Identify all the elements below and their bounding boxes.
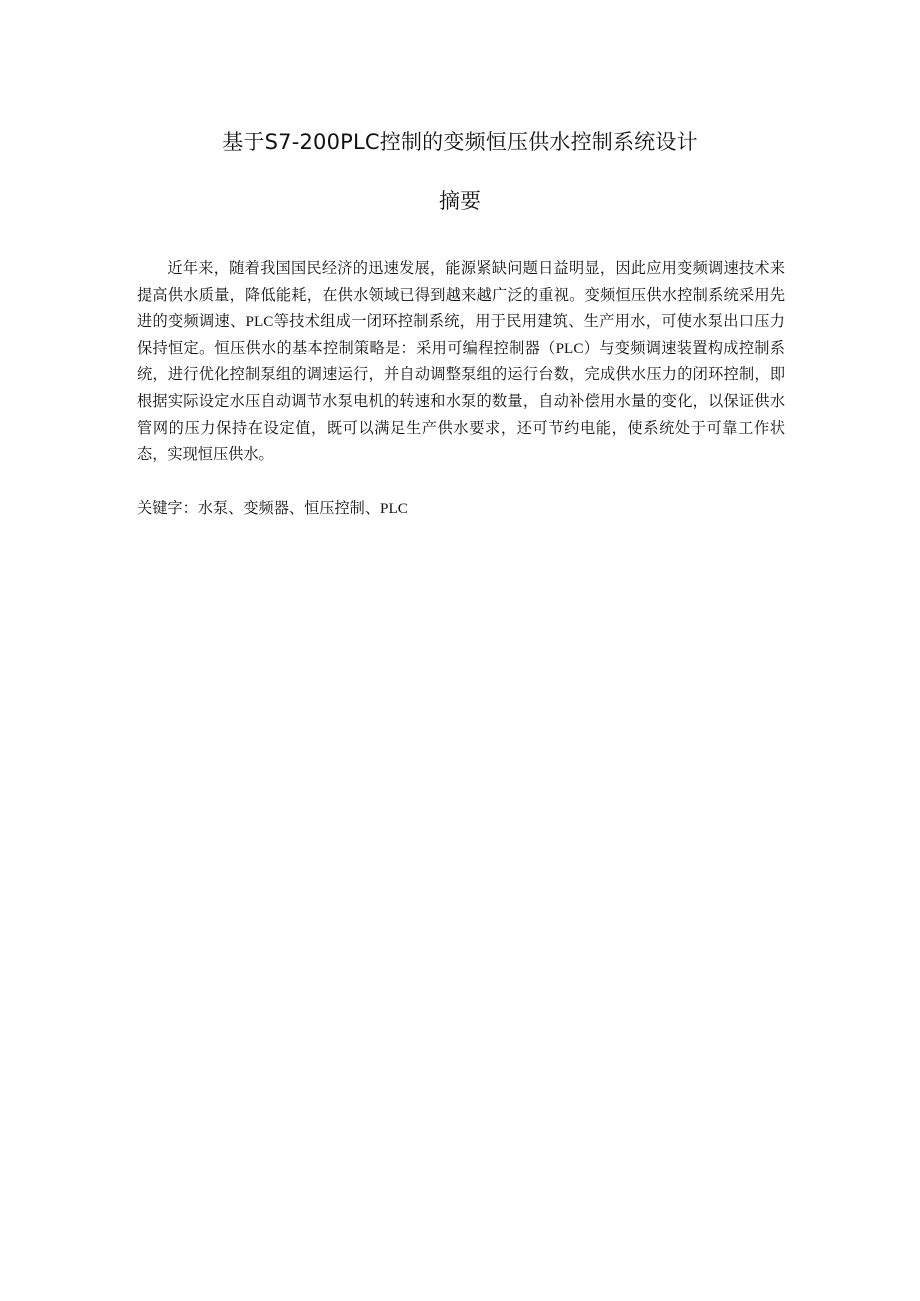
keywords-line	[137, 496, 785, 523]
abstract-heading: 摘要	[439, 189, 481, 213]
abstract-paragraph: 近年来，随着我国国民经济的迅速发展，能源紧缺问题日益明显，因此应用变频调速技术来提高供水质量，降低能耗，在供水领域已得到越来越广泛的重视。变频恒压供水控制系统采用先进的变频调速、PLC等技术组成一闭环控制系统，用于民用建筑、生产用水，可使水泵出口压力保持恒定。恒压供水的基本控制策略是：采用可编程控制器（PLC）与变频调速装置构成控制系统，进行优化控制泵组的调速运行，并自动调整泵组的运行台数，完成供水压力的闭环控制，即根据实际设定水压自动调节水泵电机的转速和水泵的数量，自动补偿用水量的变化，以保证供水管网的压力保持在设定值，既可以满足生产供水要求，还可节约电能，使系统处于可靠工作状态，实现恒压供水。	[137, 260, 785, 464]
keywords-list: 水泵、变频器、恒压控制、PLC	[197, 500, 408, 517]
document-title: 基于S7-200PLC控制的变频恒压供水控制系统设计	[222, 130, 698, 154]
keywords-label: 关键字：	[137, 500, 198, 517]
